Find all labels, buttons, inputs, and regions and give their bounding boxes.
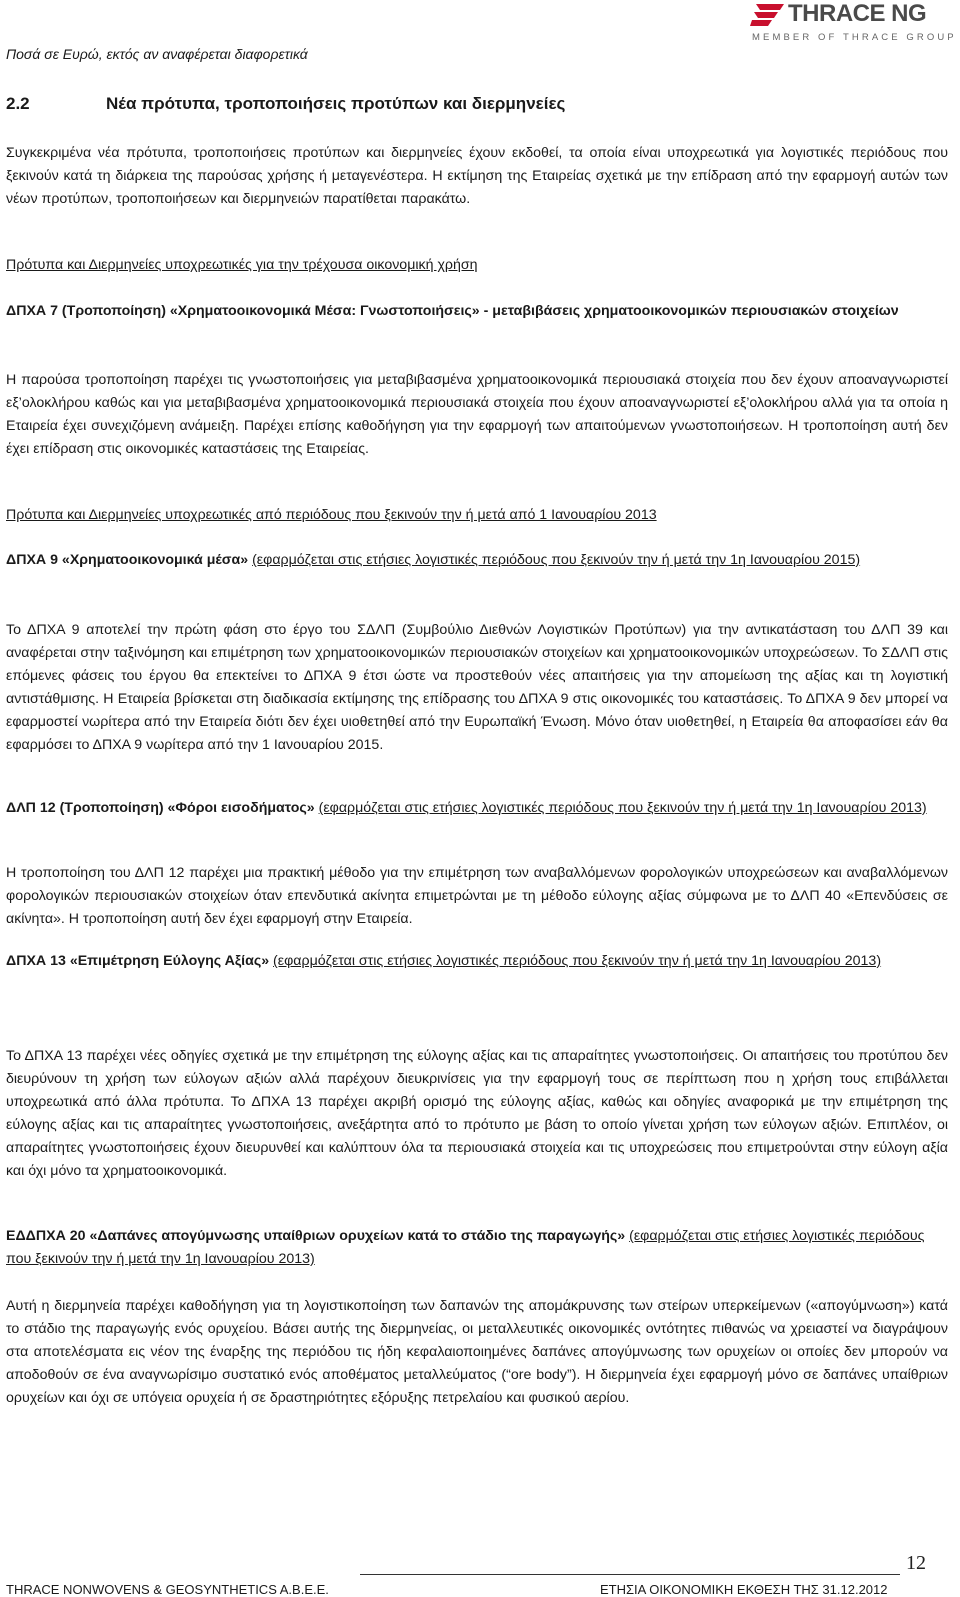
amounts-note: Ποσά σε Ευρώ, εκτός αν αναφέρεται διαφορετικά	[6, 46, 308, 62]
item2-heading	[6, 549, 948, 572]
item1-body: Η παρούσα τροποποίηση παρέχει τις γνωστοποιήσεις για μεταβιβασμένα χρηματοοικονομικά περιουσιακά στοιχεία που δεν έχουν αποαναγνωριστεί εξ’ολοκλήρου καθώς και για μεταβιβασμένα χρηματοοικονομικά περιουσιακά στοιχεία που έχουν αποαναγνωριστεί εξ’ολοκλήρου αλλά για τα οποία η Εταιρεία έχει συνεχιζόμενη ανάμειξη. Παρέχει επίσης καθοδήγηση για την εφαρμογή των απαιτούμενων γνωστοποιήσεων. Η τροποποίηση αυτή δεν έχει επίδραση στις οικονομικές καταστάσεις της Εταιρείας.	[6, 372, 948, 457]
section-title: Νέα πρότυπα, τροποποιήσεις προτύπων και διερμηνείες	[106, 94, 566, 113]
item3-title: ΔΛΠ 12 (Τροποποίηση) «Φόροι εισοδήματος»	[6, 800, 315, 816]
group2-heading: Πρότυπα και Διερμηνείες υποχρεωτικές από περιόδους που ξεκινούν την ή μετά από 1 Ιανουαρίου 2013	[6, 507, 657, 523]
item4-heading	[6, 950, 948, 973]
item2-title: ΔΠΧΑ 9 «Χρηματοοικονομικά μέσα»	[6, 552, 249, 568]
page-number: 12	[906, 1552, 926, 1574]
item3-heading	[6, 797, 948, 820]
logo-mark-icon	[750, 4, 784, 26]
item4-applies: (εφαρμόζεται στις ετήσιες λογιστικές περιόδους που ξεκινούν την ή μετά την 1η Ιανουαρίου 2013)	[273, 953, 882, 969]
item5-applies: (εφαρμόζεται στις ετήσιες λογιστικές περιόδους που ξεκινούν την ή μετά την 1η Ιανουαρίου 2013)	[6, 1228, 925, 1267]
item5-body: Αυτή η διερμηνεία παρέχει καθοδήγηση για τη λογιστικοποίηση των δαπανών της απομάκρυνσης των στείρων υπερκείμενων («απογύμνωση») κατά το στάδιο της παραγωγής ενός ορυχείου. Βάσει αυτής της διερμηνείας, οι μεταλλευτικές οικονομικές οντότητες πιθανώς να χρειαστεί να διαγράψουν στα αποτελέσματα εις νέον της έναρξης της περιόδου τις ήδη κεφαλαιοποιημένες δαπάνες απογύμνωσης των ορυχείων οι οποίες δεν μπορούν να αποδοθούν σε ένα αναγνωρίσιμο συστατικό ενός αποθέματος μεταλλεύματος (“ore body”). Η διερμηνεία έχει εφαρμογή μόνο σε δαπάνες υπαίθριων ορυχείων και όχι σε υπόγεια ορυχεία ή σε δραστηριότητες εξόρυξης πετρελαίου και φυσικού αερίου.	[6, 1298, 948, 1406]
company-logo	[748, 0, 957, 50]
intro-paragraph: Συγκεκριμένα νέα πρότυπα, τροποποιήσεις προτύπων και διερμηνείες έχουν εκδοθεί, τα οποία είναι υποχρεωτικά για λογιστικές περιόδους που ξεκινούν κατά τη διάρκεια της παρούσας χρήσης ή μεταγενέστερα. Η εκτίμηση της Εταιρείας σχετικά με την επίδραση από την εφαρμογή αυτών των νέων προτύπων, τροποποιήσεων και διερμηνειών παρατίθεται παρακάτω.	[6, 145, 948, 207]
item5-heading	[6, 1225, 948, 1271]
section-number: 2.2	[6, 94, 30, 113]
logo-text: THRACE NG	[788, 0, 927, 27]
footer-divider	[360, 1574, 900, 1575]
item1-title: ΔΠΧΑ 7 (Τροποποίηση) «Χρηματοοικονομικά Μέσα: Γνωστοποιήσεις» - μεταβιβάσεις χρηματοοικονομικών περιουσιακών στοιχείων	[6, 303, 899, 319]
item3-body: Η τροποποίηση του ΔΛΠ 12 παρέχει μια πρακτική μέθοδο για την επιμέτρηση των αναβαλλόμενων φορολογικών υποχρεώσεων και αναβαλλόμενων φορολογικών περιουσιακών στοιχείων όταν επενδυτικά ακίνητα επιμετρώνται με τη μέθοδο εύλογης αξίας σύμφωνα με το ΔΛΠ 40 «Επενδύσεις σε ακίνητα». Η τροποποίηση αυτή δεν έχει εφαρμογή στην Εταιρεία.	[6, 865, 948, 927]
group1-heading: Πρότυπα και Διερμηνείες υποχρεωτικές για την τρέχουσα οικονομική χρήση	[6, 257, 478, 273]
footer-report: ΕΤΗΣΙΑ ΟΙΚΟΝΟΜΙΚΗ ΕΚΘΕΣΗ ΤΗΣ 31.12.2012	[600, 1582, 888, 1597]
item3-applies: (εφαρμόζεται στις ετήσιες λογιστικές περιόδους που ξεκινούν την ή μετά την 1η Ιανουαρίου 2013)	[318, 800, 927, 816]
item2-body: Το ΔΠΧΑ 9 αποτελεί την πρώτη φάση στο έργο του ΣΔΛΠ (Συμβούλιο Διεθνών Λογιστικών Προτύπων) για την αντικατάσταση του ΔΛΠ 39 και αναφέρεται στην ταξινόμηση και επιμέτρηση των χρηματοοικονομικών περιουσιακών στοιχείων και χρηματοοικονομικών υποχρεώσεων. Το ΣΔΛΠ στις επόμενες φάσεις του έργου θα επεκτείνει το ΔΠΧΑ 9 έτσι ώστε να προστεθούν νέες απαιτήσεις για την απομείωση της αξίας και τη λογιστική αντιστάθμισης. Η Εταιρεία βρίσκεται στη διαδικασία εκτίμησης της επίδρασης του ΔΠΧΑ 9 στις οικονομικές του καταστάσεις. Το ΔΠΧΑ 9 δεν μπορεί να εφαρμοστεί νωρίτερα από την Εταιρεία διότι δεν έχει υιοθετηθεί από την Ευρωπαϊκή Ένωση. Μόνο όταν υιοθετηθεί, η Εταιρεία θα αποφασίσει εάν θα εφαρμόσει το ΔΠΧΑ 9 νωρίτερα από την 1 Ιανουαρίου 2015.	[6, 622, 948, 753]
item2-applies: (εφαρμόζεται στις ετήσιες λογιστικές περιόδους που ξεκινούν την ή μετά την 1η Ιανουαρίου 2015)	[252, 552, 861, 568]
item4-title: ΔΠΧΑ 13 «Επιμέτρηση Εύλογης Αξίας»	[6, 953, 270, 969]
item4-body: Το ΔΠΧΑ 13 παρέχει νέες οδηγίες σχετικά με την επιμέτρηση της εύλογης αξίας και τις απαραίτητες γνωστοποιήσεις. Οι απαιτήσεις του προτύπου δεν διευρύνουν τη χρήση των εύλογων αξιών αλλά παρέχουν διευκρινίσεις για την εφαρμογή τους σε περίπτωση που η χρήση τους επιβάλλεται υποχρεωτικά από άλλα πρότυπα. Το ΔΠΧΑ 13 παρέχει ακριβή ορισμό της εύλογης αξίας, καθώς και οδηγίες αναφορικά με την επιμέτρηση της εύλογης αξίας και τις απαραίτητες γνωστοποιήσεις, ανεξάρτητα από το πρότυπο με βάση το οποίο γίνεται χρήση των εύλογων αξιών. Επιπλέον, οι απαραίτητες γνωστοποιήσεις έχουν διευρυνθεί και καλύπτουν όλα τα περιουσιακά στοιχεία και τις υποχρεώσεις που επιμετρούνται στην εύλογη αξία και όχι μόνο τα χρηματοοικονομικά.	[6, 1048, 948, 1179]
logo-subtitle: MEMBER OF THRACE GROUP	[752, 32, 957, 43]
footer-company: THRACE NONWOVENS & GEOSYNTHETICS A.B.E.E.	[6, 1582, 329, 1597]
item5-title: ΕΔΔΠΧΑ 20 «Δαπάνες απογύμνωσης υπαίθριων ορυχείων κατά το στάδιο της παραγωγής»	[6, 1228, 626, 1244]
